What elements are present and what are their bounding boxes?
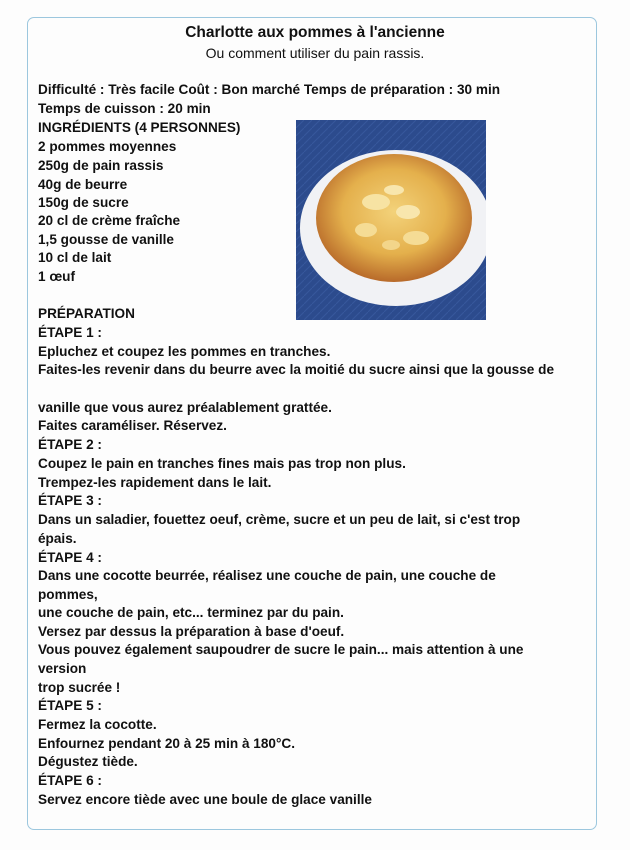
step-text: Coupez le pain en tranches fines mais pas trop non plus. [38, 456, 406, 471]
step-text: épais. [38, 531, 77, 546]
step-text: pommes, [38, 587, 98, 602]
ingredient-item: 20 cl de crème fraîche [38, 213, 181, 228]
step-text: Dégustez tiède. [38, 754, 138, 769]
step-text: Versez par dessus la préparation à base d'oeuf. [38, 624, 345, 639]
step-text: Dans une cocotte beurrée, réalisez une couche de pain, une couche de [38, 568, 496, 583]
ingredient-item: 1,5 gousse de vanille [38, 232, 174, 247]
step-label: ÉTAPE 6 : [38, 773, 102, 788]
step-text: Vous pouvez également saupoudrer de sucre le pain... mais attention à une [38, 642, 524, 657]
ingredient-item: 1 œuf [38, 269, 75, 284]
ingredients-heading: INGRÉDIENTS (4 PERSONNES) [38, 120, 241, 135]
step-text: trop sucrée ! [38, 680, 121, 695]
recipe-subtitle: Ou comment utiliser du pain rassis. [205, 45, 425, 61]
meta-line: Difficulté : Très facile Coût : Bon marché Temps de préparation : 30 min [38, 82, 501, 97]
step-text: Epluchez et coupez les pommes en tranches. [38, 344, 331, 359]
step-text: Enfournez pendant 20 à 25 min à 180°C. [38, 736, 295, 751]
ingredient-item: 250g de pain rassis [38, 158, 164, 173]
step-text: vanille que vous aurez préalablement grattée. [38, 400, 332, 415]
step-text: Servez encore tiède avec une boule de glace vanille [38, 792, 372, 807]
meta-line: Temps de cuisson : 20 min [38, 101, 211, 116]
recipe-title: Charlotte aux pommes à l'ancienne [185, 24, 445, 41]
step-text: une couche de pain, etc... terminez par du pain. [38, 605, 344, 620]
ingredient-item: 40g de beurre [38, 177, 128, 192]
step-text: Faites-les revenir dans du beurre avec la moitié du sucre ainsi que la gousse de [38, 362, 554, 377]
step-text: Fermez la cocotte. [38, 717, 157, 732]
step-label: ÉTAPE 3 : [38, 493, 102, 508]
step-text: Trempez-les rapidement dans le lait. [38, 475, 272, 490]
ingredient-item: 10 cl de lait [38, 250, 112, 265]
step-text: version [38, 661, 87, 676]
cake-photo [296, 120, 486, 320]
step-label: ÉTAPE 4 : [38, 550, 102, 565]
ingredient-item: 2 pommes moyennes [38, 139, 177, 154]
ingredient-item: 150g de sucre [38, 195, 129, 210]
step-text: Dans un saladier, fouettez oeuf, crème, sucre et un peu de lait, si c'est trop [38, 512, 521, 527]
step-label: ÉTAPE 1 : [38, 325, 102, 340]
preparation-heading: PRÉPARATION [38, 306, 135, 321]
step-text: Faites caraméliser. Réservez. [38, 418, 227, 433]
step-label: ÉTAPE 2 : [38, 437, 102, 452]
step-label: ÉTAPE 5 : [38, 698, 102, 713]
